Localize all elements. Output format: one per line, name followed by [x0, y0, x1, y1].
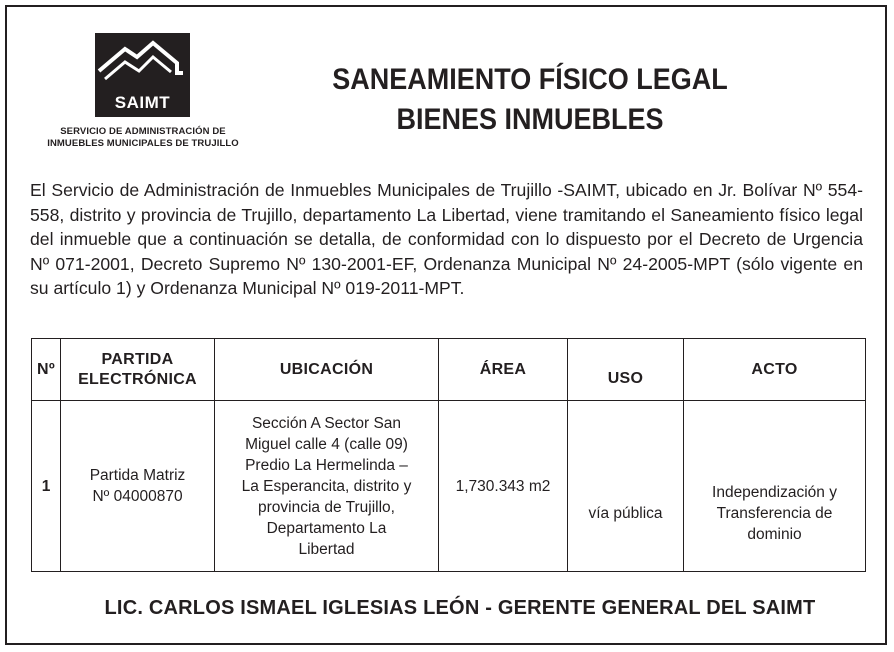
ubicacion-line: Miguel calle 4 (calle 09) — [245, 435, 408, 453]
ubicacion-line: La Esperancita, distrito y — [241, 477, 412, 495]
cell-partida-line-1: Partida Matriz — [89, 467, 186, 484]
cell-uso: vía pública — [568, 401, 684, 572]
acto-line: dominio — [747, 526, 802, 543]
header-ubicacion: UBICACIÓN — [215, 339, 439, 401]
acto-line: Transferencia de — [716, 505, 833, 522]
signature-footer: LIC. CARLOS ISMAEL IGLESIAS LEÓN - GERENTE GENERAL DEL SAIMT — [104, 597, 816, 619]
ubicacion-line: Departamento La — [266, 519, 387, 537]
organization-name — [20, 126, 266, 150]
title-line-1: SANEAMIENTO FÍSICO LEGAL — [332, 63, 728, 96]
org-name-line-2: INMUEBLES MUNICIPALES DE TRUJILLO — [47, 138, 239, 149]
intro-paragraph: El Servicio de Administración de Inmuebles Municipales de Trujillo -SAIMT, ubicado en Jr. Bolívar Nº 554-558, distrito y provincia de Trujillo, departamento La Libertad, viene tramitando el Saneamiento físico legal del inmueble que a continuación se detalla, de conformidad con lo dispuesto por el Decreto de Urgencia Nº 071-2001, Decreto Supremo Nº 130-2001-EF, Ordenanza Municipal Nº 24-2005-MPT (sólo vigente en su artículo 1) y Ordenanza Municipal Nº 019-2011-MPT. — [30, 180, 863, 298]
org-name-line-1: SERVICIO DE ADMINISTRACIÓN DE — [60, 126, 226, 137]
cell-ubicacion — [215, 401, 439, 572]
cell-partida — [61, 401, 215, 572]
header-partida — [61, 339, 215, 401]
header-num: Nº — [32, 339, 61, 401]
table-row — [32, 401, 866, 572]
header-uso: USO — [568, 339, 684, 401]
ubicacion-line: Libertad — [298, 540, 355, 558]
acto-line: Independización y — [712, 484, 837, 501]
header-partida-line-2: ELECTRÓNICA — [78, 370, 197, 388]
ubicacion-line: Sección A Sector San — [251, 414, 402, 432]
cell-acto — [684, 401, 866, 572]
header-acto: ACTO — [684, 339, 866, 401]
cell-partida-line-2: Nº 04000870 — [92, 488, 183, 505]
property-table — [31, 338, 866, 572]
cell-area: 1,730.343 m2 — [439, 401, 568, 572]
logo-acronym: SAIMT — [114, 93, 171, 112]
header-partida-line-1: PARTIDA — [101, 350, 174, 368]
title-line-2: BIENES INMUEBLES — [396, 103, 664, 136]
ubicacion-line: provincia de Trujillo, — [258, 498, 395, 516]
table-header-row — [32, 339, 866, 401]
cell-num: 1 — [32, 401, 61, 572]
ubicacion-line: Predio La Hermelinda – — [245, 456, 408, 474]
saimt-logo — [95, 33, 190, 117]
header-area: ÁREA — [439, 339, 568, 401]
house-roof-icon — [95, 33, 190, 93]
notice-title — [298, 60, 762, 140]
